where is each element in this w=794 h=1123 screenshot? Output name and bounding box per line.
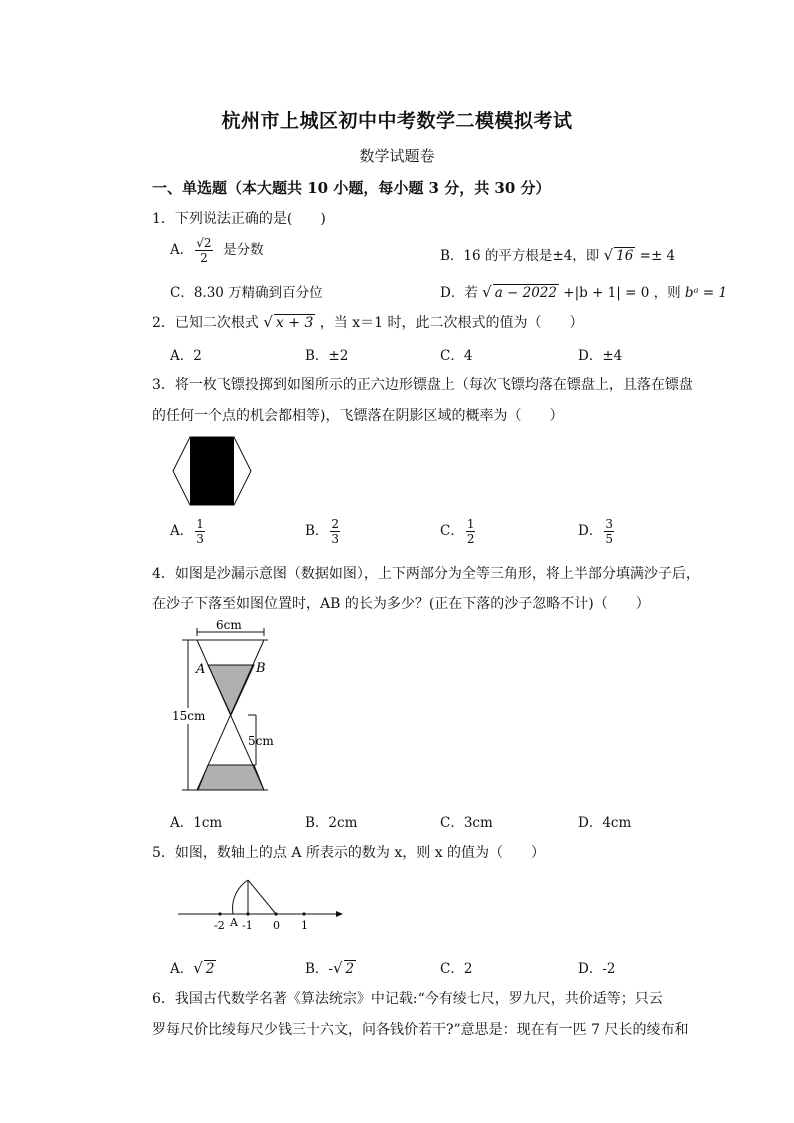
- question-4-line-1: 4．如图是沙漏示意图（数据如图），上下两部分为全等三角形，将上半部分填满沙子后，: [152, 566, 700, 582]
- question-6-line-2: 罗每尺价比绫每尺少钱三十六文，问各钱价若干?”意思是：现在有一匹 7 尺长的绫布和: [152, 1022, 689, 1038]
- q1-option-c: C．8.30 万精确到百分位: [170, 285, 323, 301]
- q2-option-c: C．4: [440, 348, 473, 364]
- question-1-stem: 1．下列说法正确的是( ): [152, 211, 326, 227]
- question-5-stem: 5．如图，数轴上的点 A 所表示的数为 x，则 x 的值为（ ）: [152, 845, 546, 861]
- top-width-label: 6cm: [216, 620, 242, 632]
- sand-top: [208, 665, 254, 715]
- q5-option-d: D．-2: [578, 961, 616, 977]
- shaded-region: [190, 437, 234, 505]
- q2-option-d: D．±4: [578, 348, 623, 364]
- page-subtitle: 数学试题卷: [359, 147, 435, 165]
- question-4-line-2: 在沙子下落至如图位置时，AB 的长为多少？(正在下落的沙子忽略不计)（ ）: [152, 596, 650, 612]
- q3-option-c: C． $\frac{1}{2}$: [440, 517, 475, 546]
- question-6-line-1: 6．我国古代数学名著《算法统宗》中记载:“今有绫七尺，罗九尺，共价适等；只云: [152, 991, 663, 1007]
- q2-option-a: A．2: [170, 348, 202, 364]
- q1-option-d: D．若 √ a − 2022 +|b + 1| = 0 ，则 bᵃ = 1: [440, 283, 728, 301]
- tick-label-0: 0: [273, 919, 280, 932]
- q3-option-b: B． $\frac{2}{3}$: [305, 517, 340, 546]
- q2-option-b: B．±2: [305, 348, 349, 364]
- hexagon-dartboard-figure: [172, 436, 254, 506]
- q4-option-a: A．1cm: [170, 815, 223, 831]
- q1-option-b: B．16 的平方根是±4，即 √ 16 =± 4: [440, 246, 676, 264]
- section-heading: 一、单选题（本大题共 10 小题，每小题 3 分，共 30 分）: [152, 179, 551, 197]
- hourglass-figure: [168, 620, 278, 798]
- q3-option-a: A． $\frac{1}{3}$: [170, 517, 204, 546]
- q1-option-a-fraction: $\frac{√2}{2}$: [196, 236, 212, 265]
- q4-option-b: B．2cm: [305, 815, 358, 831]
- question-2-stem: 2．已知二次根式 √ x + 3 ，当 x＝1 时，此二次根式的值为（ ）: [152, 313, 584, 331]
- tick-label-neg2: -2: [214, 919, 225, 932]
- q4-option-d: D．4cm: [578, 815, 632, 831]
- lower-length-label: 5cm: [248, 734, 274, 748]
- q1-option-a: A． $\frac{√2}{2}$ 是分数: [170, 236, 264, 265]
- height-label: 15cm: [172, 709, 206, 723]
- q5-option-c: C．2: [440, 961, 473, 977]
- point-b-label: B: [256, 661, 266, 676]
- q4-option-c: C．3cm: [440, 815, 493, 831]
- question-3-line-2: 的任何一个点的机会都相等)，飞镖落在阴影区域的概率为（ ）: [152, 408, 564, 424]
- number-line-figure: [176, 876, 346, 934]
- page-title: 杭州市上城区初中中考数学二模模拟考试: [221, 110, 573, 132]
- q5-option-a: A．√ 2: [170, 959, 215, 977]
- point-a-label: A: [196, 662, 206, 677]
- tick-label-1: 1: [301, 919, 308, 932]
- tick-label-neg1: -1: [242, 919, 253, 932]
- q3-option-d: D． $\frac{3}{5}$: [578, 517, 613, 546]
- q5-option-b: B．-√ 2: [305, 959, 355, 977]
- tick-label-a: A: [230, 916, 238, 929]
- question-3-line-1: 3．将一枚飞镖投掷到如图所示的正六边形镖盘上（每次飞镖均落在镖盘上，且落在镖盘: [152, 377, 693, 393]
